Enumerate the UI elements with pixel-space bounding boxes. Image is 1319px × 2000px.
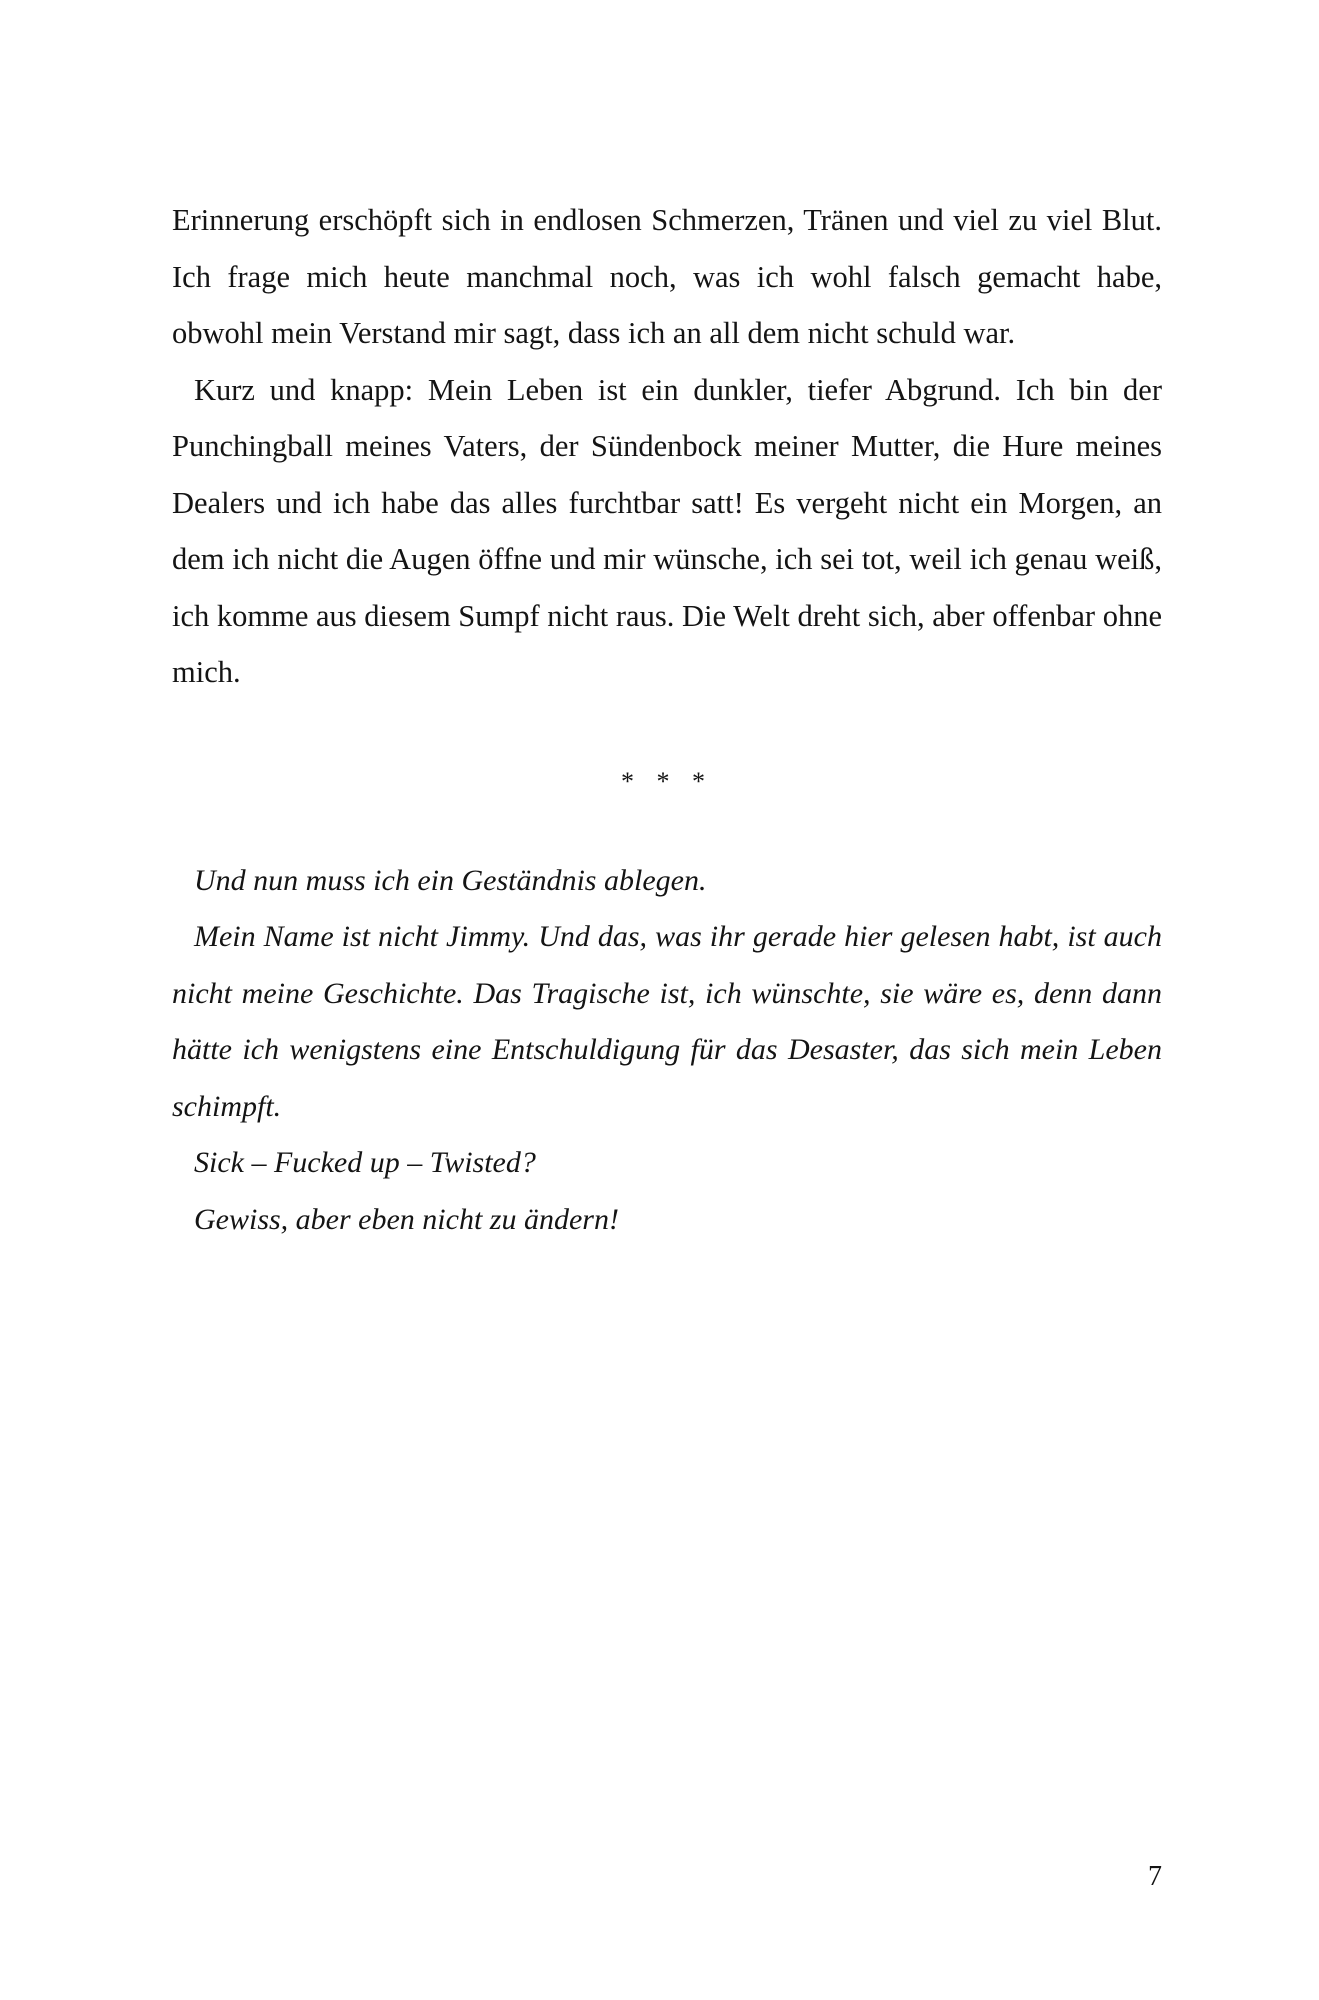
- italic-paragraph-3: Sick – Fucked up – Twisted?: [194, 1146, 536, 1179]
- italic-paragraph-4: Gewiss, aber eben nicht zu ändern!: [194, 1202, 619, 1236]
- body-paragraph-1: Erinnerung erschöpft sich in endlosen Schmerzen, Tränen und viel zu viel Blut. Ich frage mich heute manchmal noch, was ich wohl falsch gemacht habe, obwohl mein Verstand mir sagt, dass ich an all dem nicht schuld war.: [172, 203, 1162, 350]
- italic-confession-block: [172, 853, 1162, 1249]
- section-separator: * * *: [621, 766, 713, 796]
- italic-paragraph-2: Mein Name ist nicht Jimmy. Und das, was ihr gerade hier gelesen habt, ist auch nicht meine Geschichte. Das Tragische ist, ich wünschte, sie wäre es, denn dann hätte ich wenigstens eine Entschuldigung für das Desaster, das sich mein Leben schimpft.: [172, 920, 1162, 1123]
- italic-paragraph-1: Und nun muss ich ein Geständnis ablegen.: [194, 863, 707, 897]
- page-number: 7: [1148, 1861, 1162, 1892]
- page-text-block: [172, 192, 1162, 1248]
- body-paragraph-2: Kurz und knapp: Mein Leben ist ein dunkler, tiefer Abgrund. Ich bin der Punchingball meines Vaters, der Sündenbock meiner Mutter, die Hure meines Dealers und ich habe das alles furchtbar satt! Es vergeht nicht ein Morgen, an dem ich nicht die Augen öffne und mir wünsche, ich sei tot, weil ich genau weiß, ich komme aus diesem Sumpf nicht raus. Die Welt dreht sich, aber offenbar ohne mich.: [172, 372, 1162, 689]
